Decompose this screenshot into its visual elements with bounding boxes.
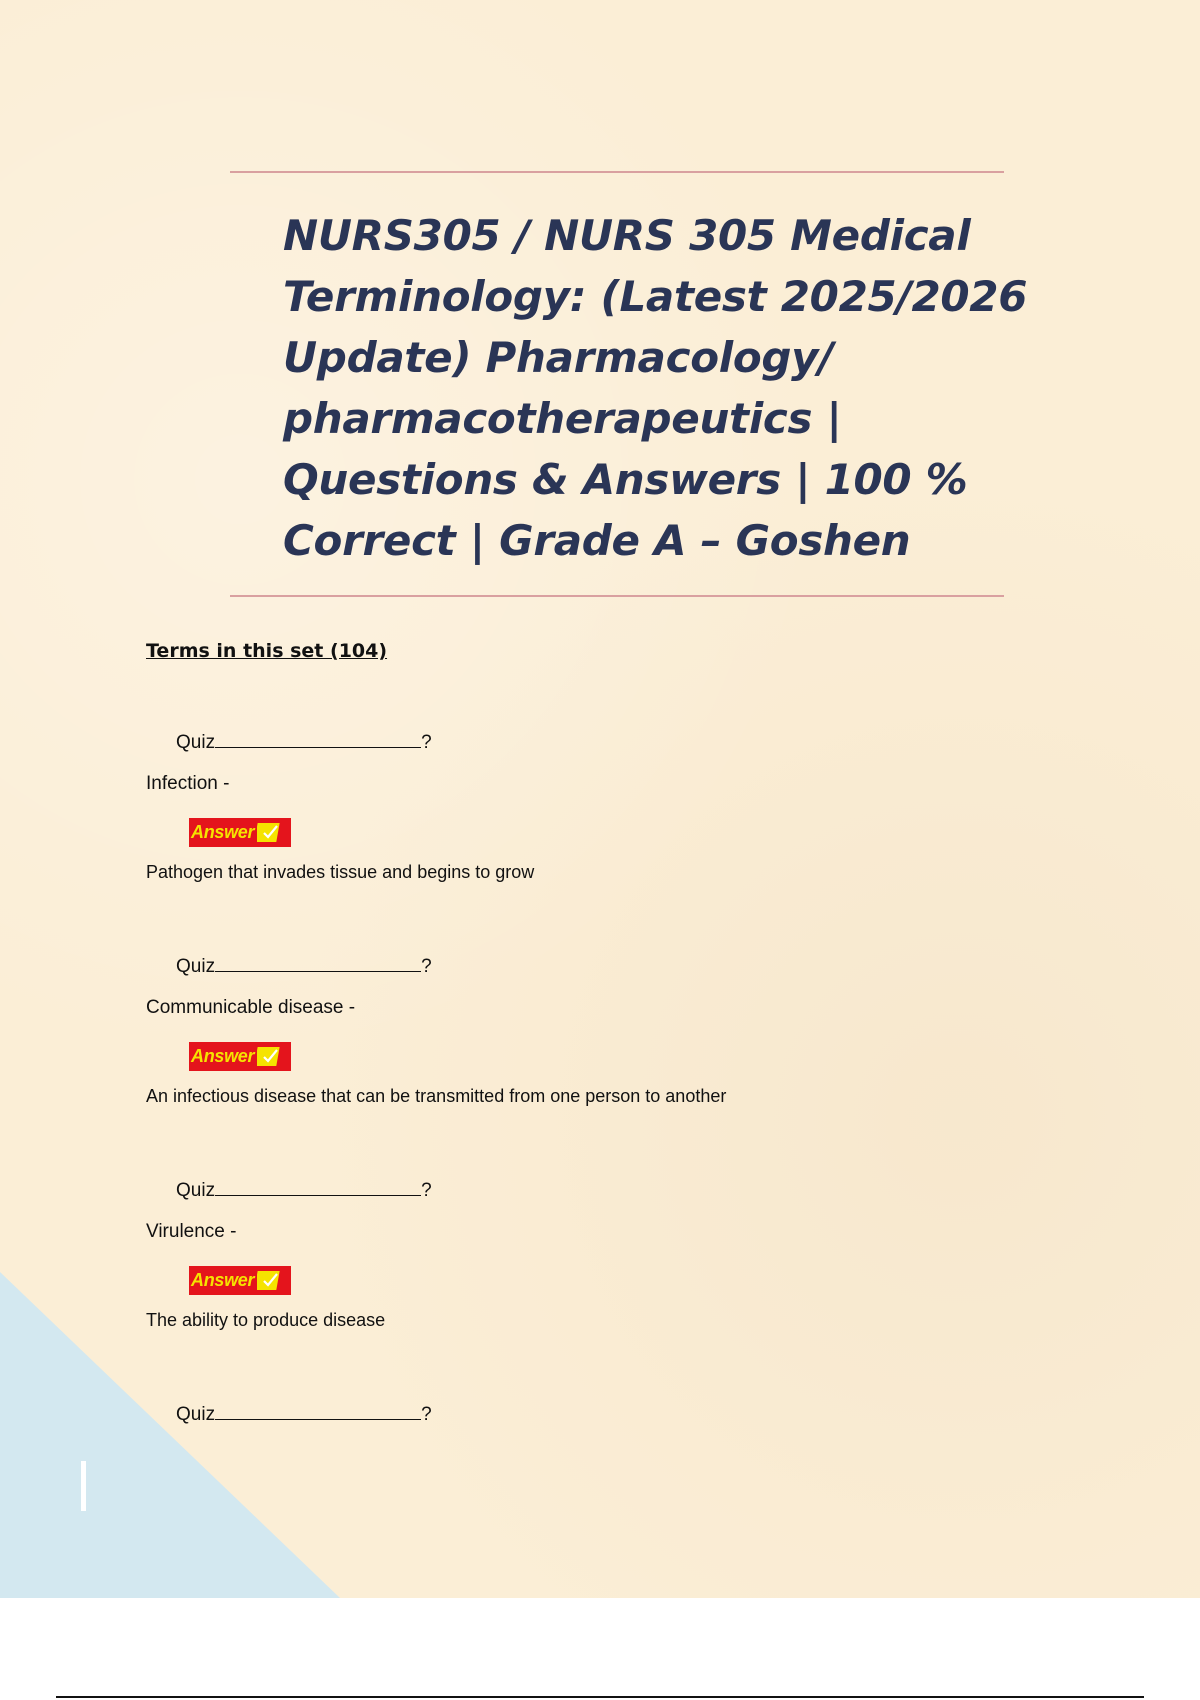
quiz-line [176,1178,432,1202]
footer-rule [56,1696,1144,1698]
term: Communicable disease - [146,997,356,1018]
qa-item [0,1178,1200,1378]
qa-item [0,954,1200,1154]
quiz-blank [215,730,421,748]
term: Virulence - [146,1221,237,1242]
document-title: NURS305 / NURS 305 Medical Terminology: (Latest 2025/2026 Update) Pharmacology/ pharmacotherapeutics | Questions & Answers | 100 % Correct | Grade A – Goshen [283,211,1028,565]
quiz-line [176,730,432,754]
quiz-line [176,954,432,978]
checkmark-icon [257,1269,283,1292]
definition: The ability to produce disease [146,1310,386,1330]
definition: Pathogen that invades tissue and begins to grow [146,862,535,882]
quiz-label: Quiz [176,1404,216,1425]
terms-heading: Terms in this set (104) [146,640,388,662]
quiz-suffix: ? [421,1180,432,1201]
title-bottom-rule [230,595,1004,597]
quiz-blank [215,1178,421,1196]
quiz-label: Quiz [176,1180,216,1201]
answer-label: Answer [191,822,255,842]
quiz-suffix: ? [421,1404,432,1425]
answer-label: Answer [191,1046,255,1066]
definition: An infectious disease that can be transmitted from one person to another [146,1086,727,1106]
quiz-blank [215,1402,421,1420]
corner-bar [81,1461,86,1511]
quiz-suffix: ? [421,956,432,977]
answer-badge [189,1266,291,1295]
answer-badge [189,1042,291,1071]
quiz-suffix: ? [421,732,432,753]
qa-item [0,1402,1200,1442]
checkmark-icon [257,1045,283,1068]
title-top-rule [230,171,1004,173]
checkmark-icon [257,821,283,844]
term: Infection - [146,773,230,794]
quiz-blank [215,954,421,972]
quiz-line [176,1402,432,1426]
qa-item [0,730,1200,930]
answer-label: Answer [191,1270,255,1290]
quiz-label: Quiz [176,732,216,753]
quiz-label: Quiz [176,956,216,977]
answer-badge [189,818,291,847]
